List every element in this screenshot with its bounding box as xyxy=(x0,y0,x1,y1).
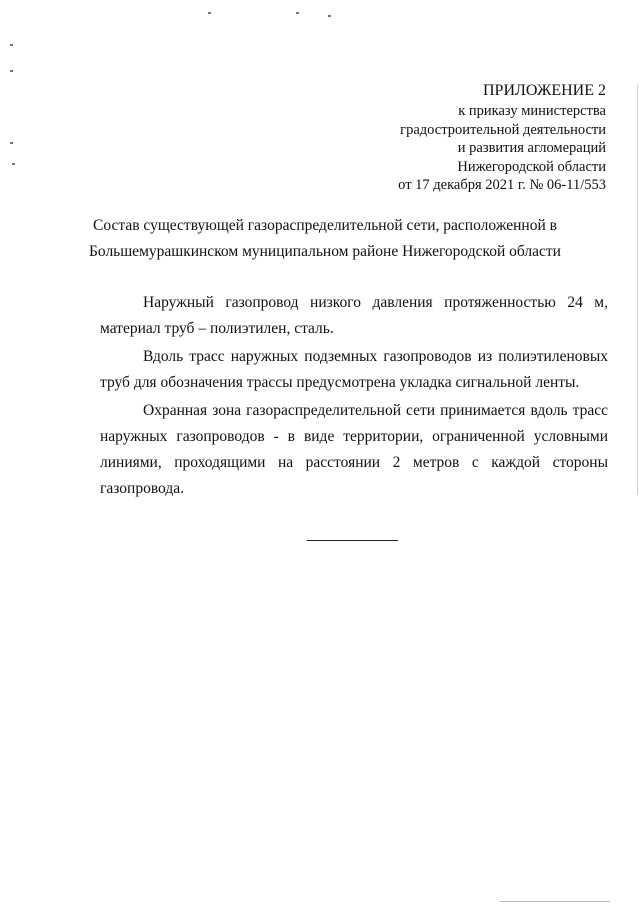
document-title xyxy=(60,213,590,265)
body-paragraph: Вдоль трасс наружных подземных газопроводов из полиэтиленовых труб для обозначения трассы предусмотрена укладка сигнальной ленты. xyxy=(100,348,608,391)
appendix-heading: ПРИЛОЖЕНИЕ 2 xyxy=(482,82,606,99)
title-line: Большемурашкинском муниципальном районе Нижегородской области xyxy=(89,243,561,260)
appendix-line: и развития агломераций xyxy=(457,140,606,156)
scan-speck xyxy=(296,12,299,14)
scan-speck xyxy=(328,15,331,17)
end-separator-line xyxy=(307,540,398,541)
scan-speck xyxy=(10,44,13,46)
scan-bottom-line xyxy=(500,901,610,902)
scan-edge-line xyxy=(637,85,638,495)
appendix-block xyxy=(306,80,606,195)
title-line: Состав существующей газораспределительной сети, расположенной в xyxy=(93,217,557,234)
appendix-order-reference: от 17 декабря 2021 г. № 06-11/553 xyxy=(398,177,606,193)
appendix-line: градостроительной деятельности xyxy=(400,121,606,138)
appendix-line: к приказу министерства xyxy=(458,103,606,119)
scan-speck xyxy=(208,12,211,14)
scan-speck xyxy=(10,142,13,144)
document-body xyxy=(100,290,608,504)
appendix-line: Нижегородской области xyxy=(457,158,606,175)
scan-speck xyxy=(10,70,13,72)
body-paragraph: Наружный газопровод низкого давления протяженностью 24 м, материал труб – полиэтилен, сталь. xyxy=(100,294,608,337)
scan-speck xyxy=(12,163,15,165)
body-paragraph: Охранная зона газораспределительной сети принимается вдоль трасс наружных газопроводов - в виде территории, ограниченной условными линиями, проходящими на расстоянии 2 метров с каждой стороны газопровода. xyxy=(100,402,608,497)
